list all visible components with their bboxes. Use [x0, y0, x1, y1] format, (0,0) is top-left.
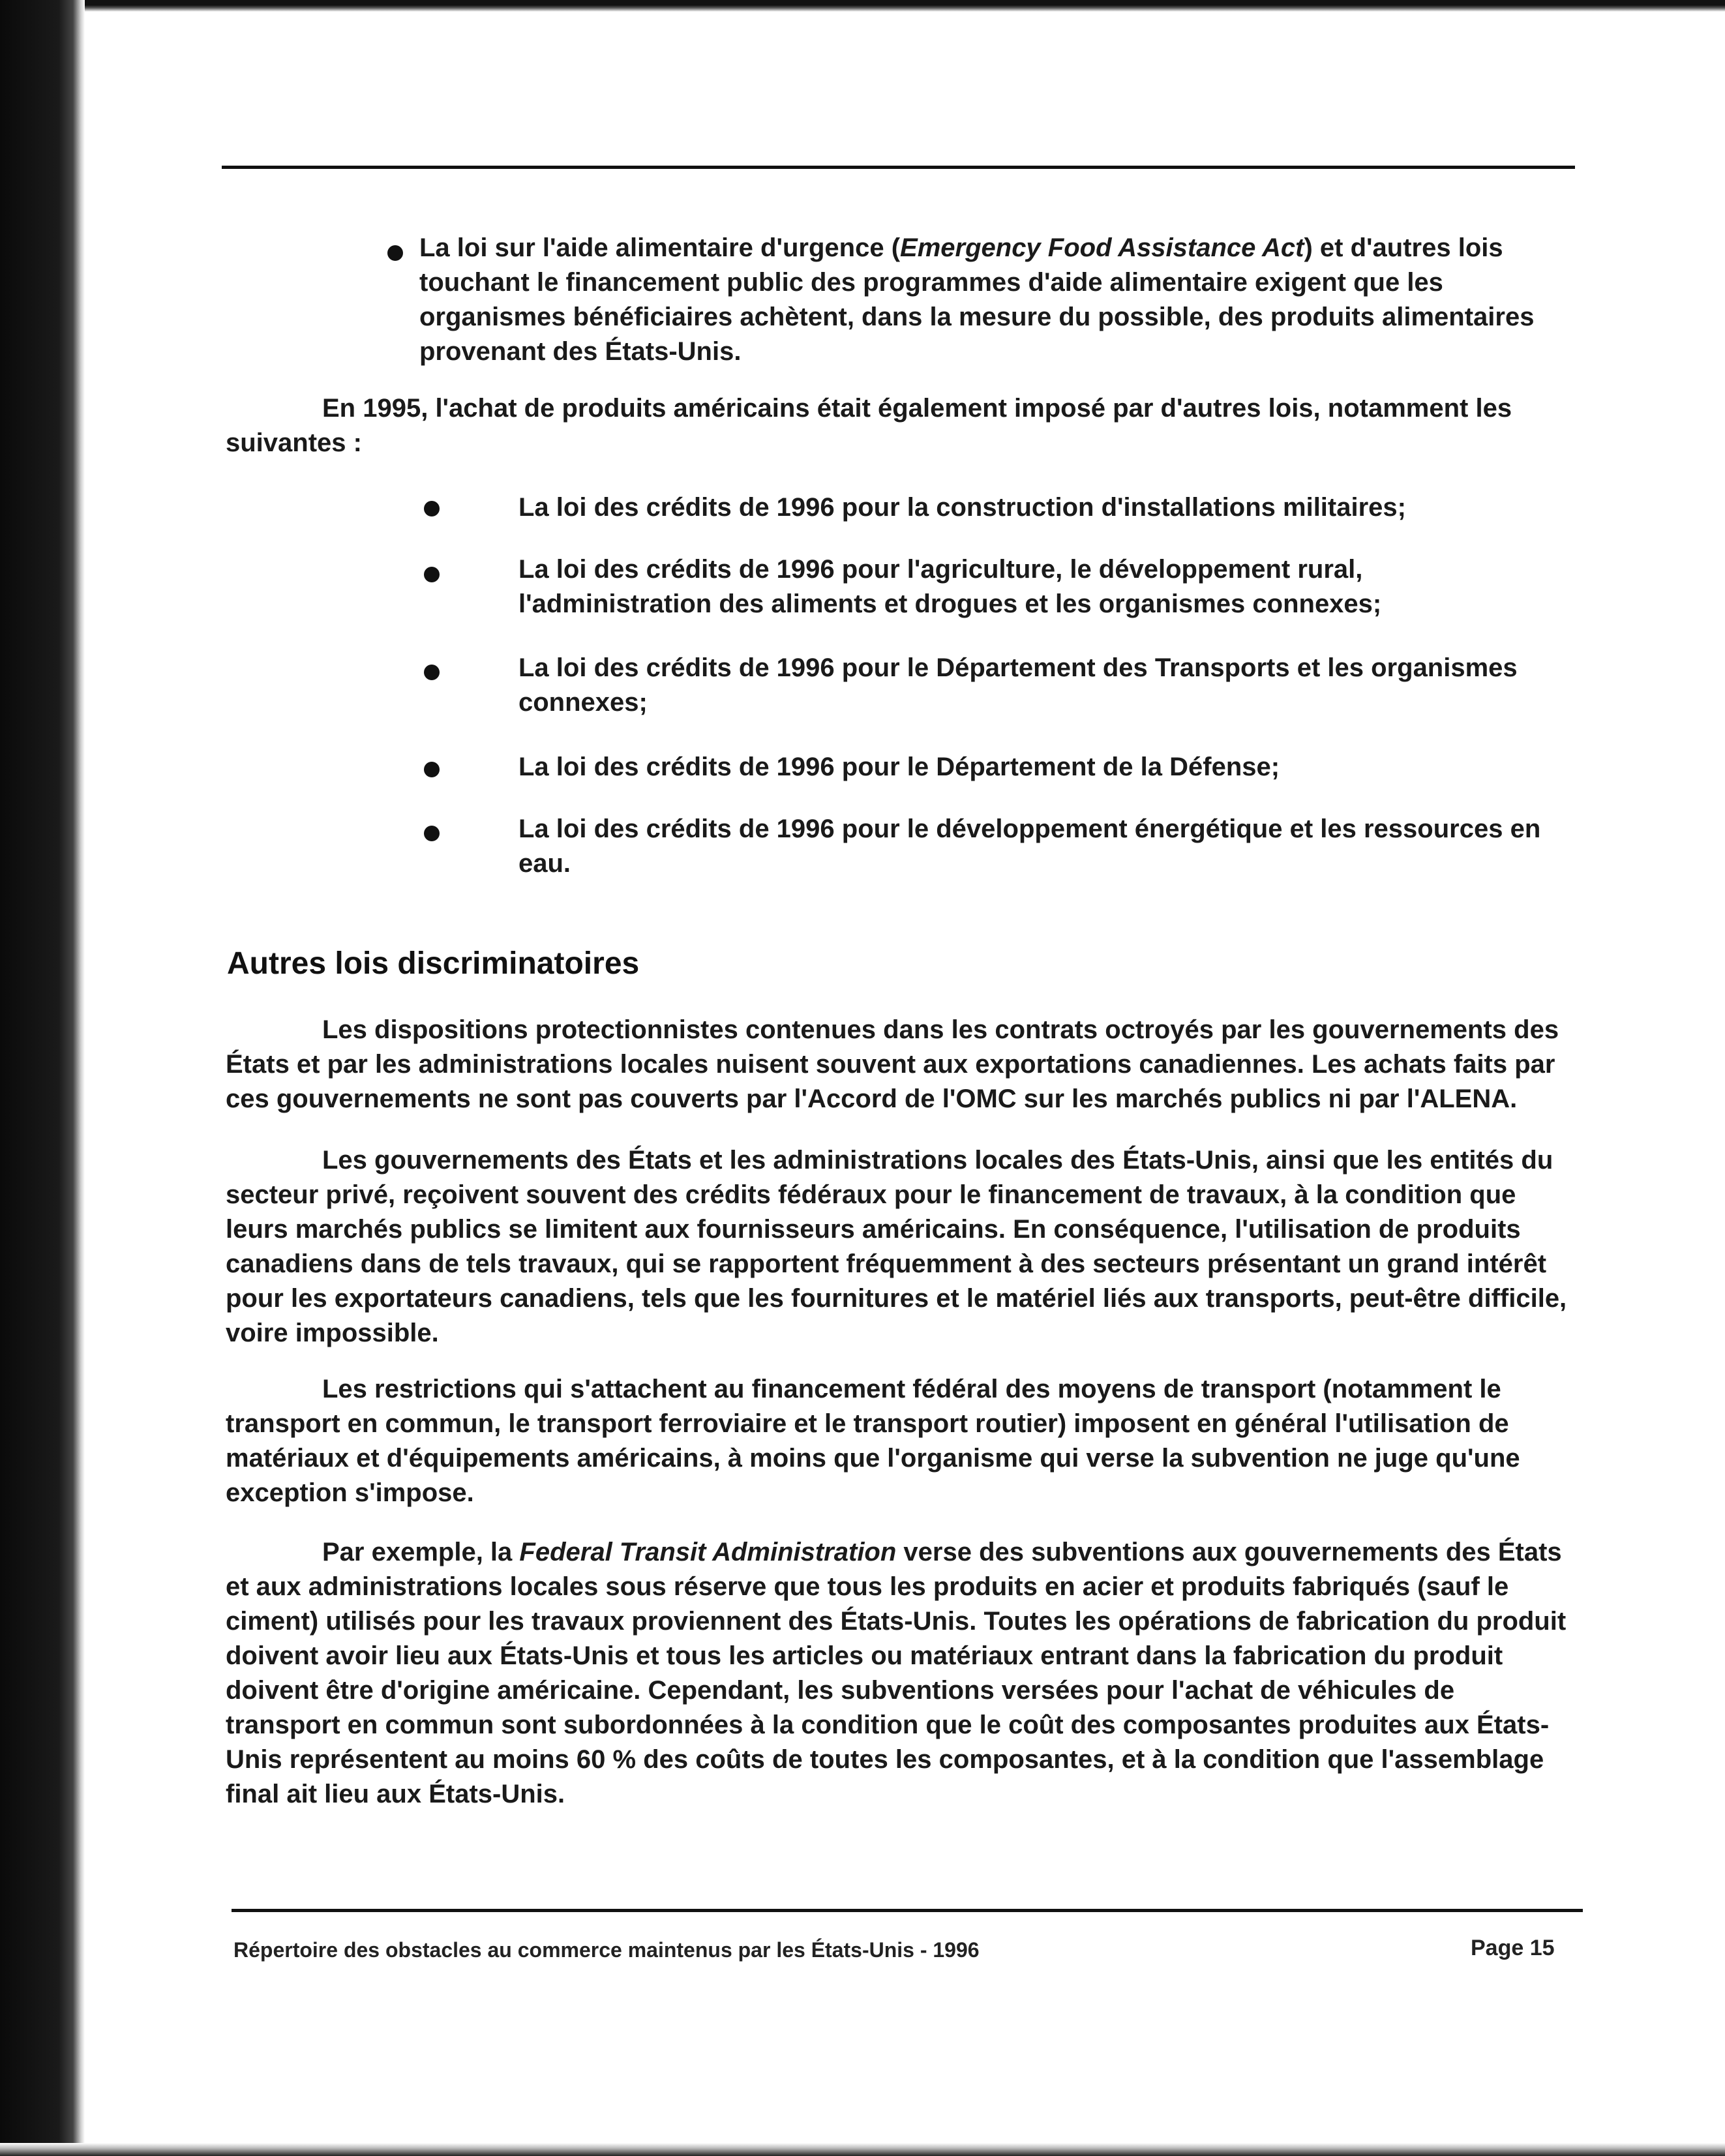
law-item: La loi des crédits de 1996 pour l'agriculture, le développement rural, l'administration des aliments et drogues et les organismes connexes;	[518, 555, 1382, 618]
law-item: La loi des crédits de 1996 pour le développement énergétique et les ressources en eau.	[518, 815, 1541, 878]
law-item: La loi des crédits de 1996 pour le Département des Transports et les organismes connexes;	[518, 653, 1518, 717]
footer-title: Répertoire des obstacles au commerce maintenus par les États-Unis - 1996	[233, 1938, 980, 1962]
bullet-icon	[424, 567, 440, 582]
bullet-icon	[424, 826, 440, 841]
page-number: Page 15	[1471, 1936, 1555, 1960]
act-name: Emergency Food Assistance Act	[900, 233, 1304, 262]
body-paragraph: Les gouvernements des États et les administrations locales des États-Unis, ainsi que les entités du secteur privé, reçoivent souvent des crédits fédéraux pour le financement de travaux, à la condition que leurs marchés publics se limitent aux fournisseurs américains. En conséquence, l'utilisation de produits canadiens dans de tels travaux, qui se rapportent fréquemment à des secteurs présentant un grand intérêt pour les exportateurs canadiens, tels que les fournitures et le matériel liés aux transports, peut-être difficile, voire impossible.	[226, 1146, 1567, 1347]
footer-rule	[232, 1909, 1583, 1912]
header-rule	[222, 166, 1575, 169]
body-paragraph: Par exemple, la Federal Transit Administration verse des subventions aux gouvernements des États et aux administrations locales sous réserve que tous les produits en acier et produits fabriqués (sauf le ciment) utilisés pour les travaux proviennent des États-Unis. Toutes les opérations de fabrication du produit doivent avoir lieu aux États-Unis et tous les articles ou matériaux entrant dans la fabrication du produit doivent être d'origine américaine. Cependant, les subventions versées pour l'achat de véhicules de transport en commun sont subordonnées à la condition que le coût des composantes produites aux États-Unis représentent au moins 60 % des coûts de toutes les composantes, et à la condition que l'assemblage final ait lieu aux États-Unis.	[226, 1538, 1567, 1808]
para-1995: En 1995, l'achat de produits américains était également imposé par d'autres lois, notamment les suivantes :	[226, 394, 1512, 457]
law-item: La loi des crédits de 1996 pour la construction d'installations militaires;	[518, 493, 1406, 522]
bullet-icon	[424, 762, 440, 777]
bullet-icon	[424, 501, 440, 517]
intro-bullet-text: La loi sur l'aide alimentaire d'urgence (Emergency Food Assistance Act) et d'autres lois touchant le financement public des programmes d'aide alimentaire exigent que les organismes bénéficiaires achètent, dans la mesure du possible, des produits alimentaires provenant des États-Unis.	[419, 233, 1535, 366]
scan-edge-left	[0, 0, 85, 2156]
scan-edge-bottom	[0, 2143, 1725, 2156]
law-item: La loi des crédits de 1996 pour le Département de la Défense;	[518, 753, 1280, 781]
body-paragraph: Les dispositions protectionnistes contenues dans les contrats octroyés par les gouvernements des États et par les administrations locales nuisent souvent aux exportations canadiennes. Les achats faits par ces gouvernements ne sont pas couverts par l'Accord de l'OMC sur les marchés publics ni par l'ALENA.	[226, 1015, 1559, 1113]
bullet-icon	[387, 245, 403, 261]
bullet-icon	[424, 665, 440, 680]
body-paragraph: Les restrictions qui s'attachent au financement fédéral des moyens de transport (notamment le transport en commun, le transport ferroviaire et le transport routier) imposent en général l'utilisation de matériaux et d'équipements américains, à moins que l'organisme qui verse la subvention ne juge qu'une exception s'impose.	[226, 1375, 1520, 1507]
section-heading: Autres lois discriminatoires	[227, 946, 640, 981]
agency-name: Federal Transit Administration	[519, 1538, 897, 1566]
scan-edge-top	[0, 0, 1725, 12]
